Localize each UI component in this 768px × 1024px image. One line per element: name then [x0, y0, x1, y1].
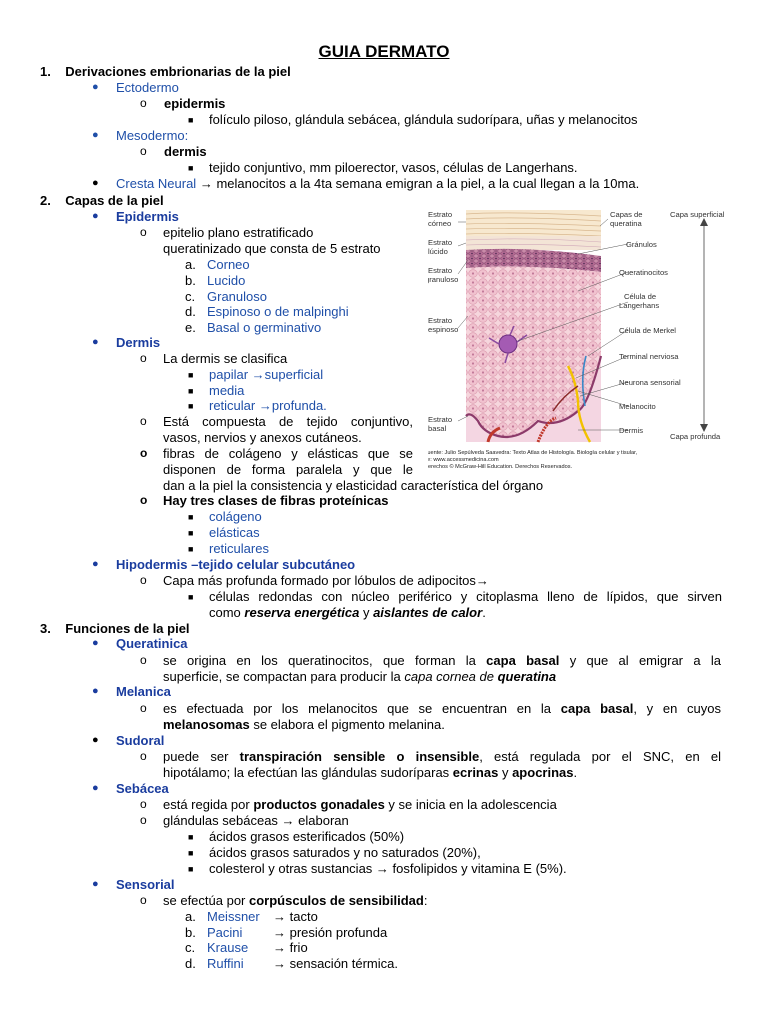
list-letter: c.: [185, 289, 196, 304]
stratum-corneum: [466, 210, 601, 236]
label-estrato-basal: Estrato: [428, 415, 453, 424]
layer-name: Granuloso: [207, 289, 267, 304]
layer-name: Corneo: [207, 257, 250, 272]
bullet-square: ■: [188, 163, 194, 173]
text-span: :: [423, 893, 428, 908]
layer-name: Espinoso o de malpinghi: [207, 304, 349, 319]
layer-name: Lucido: [207, 273, 246, 288]
hipodermis-desc: Capa más profunda formado por lóbulos de adipocitos→: [163, 573, 489, 588]
dermis-clasif: La dermis se clasifica: [163, 351, 288, 366]
bullet-square: ■: [188, 401, 194, 411]
layer-item: [185, 273, 196, 289]
bullet-square: ■: [188, 544, 194, 554]
reticular-arrow-text: →profunda.: [258, 398, 327, 413]
label-estrato-corneo: Estrato: [428, 210, 453, 219]
sudoral-heading: Sudoral: [116, 733, 165, 748]
bullet-circle: o: [140, 797, 147, 811]
layer-name: Basal o germinativo: [207, 320, 322, 335]
list-letter: b.: [185, 273, 196, 288]
productos-gonadales: productos gonadales: [253, 797, 385, 812]
section-number: 3.: [40, 621, 51, 636]
bullet-square: ■: [188, 864, 194, 874]
celulas-line-1: células redondas con núcleo periférico y citoplasma lleno de lípidos, que sirven: [209, 589, 722, 604]
bullet-square: ■: [188, 386, 194, 396]
label-estrato-lucido-2: lúcido: [428, 247, 448, 256]
label-estrato-granuloso-2: granuloso: [428, 275, 459, 284]
fiber-type: reticulares: [209, 541, 269, 556]
skin-layers-figure: [428, 206, 733, 474]
bullet-dot: ●: [92, 81, 99, 93]
sensorial-heading: Sensorial: [116, 877, 175, 892]
bullet-circle: o: [140, 653, 147, 667]
section-2-heading: [40, 193, 164, 209]
queratinica-heading: Queratinica: [116, 636, 188, 651]
label-granulos: Gránulos: [626, 240, 657, 249]
text-span: superficie, se compactan para producir la: [163, 669, 405, 684]
receptor-name: Ruffini: [207, 956, 244, 971]
corpusculos: corpúsculos de sensibilidad: [249, 893, 424, 908]
text-span: está regida por: [163, 797, 254, 812]
bullet-circle: o: [140, 493, 148, 507]
figure-source-1: Fuente: Julio Sepúlveda Saavedra: Texto Atlas de Histología. Biología celular y tisular,: [428, 450, 638, 456]
bullet-circle: o: [140, 749, 147, 763]
melanosomas: melanosomas: [163, 717, 250, 732]
epidermis-heading: Epidermis: [116, 209, 179, 224]
section-1-heading: [40, 64, 291, 80]
bullet-square: ■: [188, 832, 194, 842]
receptor-name: Krause: [207, 940, 249, 955]
bullet-circle: o: [140, 96, 147, 110]
layer-item: [185, 320, 196, 336]
receptor-function: → sensación térmica.: [273, 956, 398, 971]
section-title: Funciones de la piel: [65, 621, 190, 636]
bullet-dot: ●: [92, 878, 99, 890]
layer-item: [185, 257, 196, 273]
section-title: Derivaciones embrionarias de la piel: [65, 64, 291, 79]
bullet-dot: ●: [92, 685, 99, 697]
bullet-circle: o: [140, 446, 148, 460]
hipodermis-heading: Hipodermis –tejido celular subcutáneo: [116, 557, 356, 572]
melanica-line-1: [163, 701, 721, 717]
epidermis-desc-1: epitelio plano estratificado: [163, 225, 314, 240]
label-capas-queratina: Capas de: [610, 210, 643, 219]
papilar-label: papilar: [209, 367, 252, 382]
layer-item: [185, 289, 195, 305]
dermis-label: dermis: [164, 144, 207, 159]
text-span: y se inicia en la adolescencia: [384, 797, 557, 812]
text-span: hipotálamo; la efectúan las glándulas sudoríparas: [163, 765, 453, 780]
label-estrato-lucido: Estrato: [428, 238, 453, 247]
sebum-component: colesterol y otras sustancias → fosfolipidos y vitamina E (5%).: [209, 861, 567, 876]
figure-source-3: Derechos © McGraw-Hill Education. Derechos Reservados.: [428, 464, 573, 470]
text-span: .: [482, 605, 486, 620]
queratina: queratina: [497, 669, 557, 684]
dermis-heading: Dermis: [116, 335, 161, 350]
bullet-circle: o: [140, 893, 147, 907]
dermis-media: media: [209, 383, 245, 398]
sudoral-line-2: [163, 765, 577, 781]
text-span: se origina en los queratinocitos, que forman la: [163, 653, 487, 668]
epidermis-label: epidermis: [164, 96, 226, 111]
bullet-circle: o: [140, 144, 147, 158]
cresta-neural-line: [116, 176, 639, 192]
bullet-circle: o: [140, 573, 147, 587]
text-span: .: [573, 765, 578, 780]
bullet-dot: ●: [92, 336, 99, 348]
fibras-line-1: fibras de colágeno y elásticas que se: [163, 446, 413, 461]
label-neurona-sensorial: Neurona sensorial: [619, 378, 681, 387]
compuesta-line-2: vasos, nervios y anexos cutáneos.: [163, 430, 362, 445]
epidermis-derivatives: folículo piloso, glándula sebácea, glándula sudorípara, uñas y melanocitos: [209, 112, 638, 127]
label-capa-profunda: Capa profunda: [670, 432, 721, 441]
bullet-dot: ●: [92, 558, 99, 570]
capa-cornea: capa cornea de: [404, 669, 498, 684]
sebacea-line-2: glándulas sebáceas → elaboran: [163, 813, 349, 828]
figure-source-2: 2e: www.accessmedicina.com: [428, 457, 499, 463]
compuesta-line-1: Está compuesta de tejido conjuntivo,: [163, 414, 413, 429]
label-estrato-basal-2: basal: [428, 424, 447, 433]
label-estrato-granuloso: Estrato: [428, 266, 453, 275]
text-span: y: [359, 605, 374, 620]
tres-clases: Hay tres clases de fibras proteínicas: [163, 493, 389, 508]
sensorial-line: [163, 893, 427, 909]
ecrinas: ecrinas: [452, 765, 499, 780]
dermis-derivatives: tejido conjuntivo, mm piloerector, vasos, células de Langerhans.: [209, 160, 578, 175]
sebacea-line-1: [163, 797, 557, 813]
ectodermo-label: Ectodermo: [116, 80, 179, 95]
papilar-arrow-text: →superficial: [251, 367, 324, 382]
label-queratinocitos: Queratinocitos: [619, 268, 668, 277]
bullet-dot: ●: [92, 177, 99, 189]
skin-diagram: [428, 206, 733, 474]
list-letter: a.: [185, 257, 196, 272]
bullet-square: ■: [188, 115, 194, 125]
celulas-line-2: [209, 605, 486, 621]
receptor-function: → presión profunda: [273, 925, 388, 940]
bullet-dot: ●: [92, 637, 99, 649]
cresta-neural-label: Cresta Neural: [116, 176, 197, 191]
text-span: , y en cuyos: [633, 701, 721, 716]
list-letter: c.: [185, 940, 196, 955]
transpiracion: transpiración sensible o insensible: [239, 749, 480, 764]
page-title: GUIA DERMATO: [318, 42, 450, 61]
apocrinas: apocrinas: [512, 765, 574, 780]
sebum-component: ácidos grasos saturados y no saturados (20%),: [209, 845, 481, 860]
label-celula-langerhans-2: Langerhans: [619, 301, 660, 310]
list-letter: b.: [185, 925, 196, 940]
bullet-circle: o: [140, 225, 147, 239]
section-number: 1.: [40, 64, 51, 79]
label-estrato-espinoso-2: espinoso: [428, 325, 459, 334]
label-terminal-nerviosa: Terminal nerviosa: [619, 352, 679, 361]
bullet-circle: o: [140, 701, 147, 715]
sudoral-line-1: [163, 749, 721, 765]
label-celula-langerhans: Célula de: [624, 292, 657, 301]
label-dermis: Dermis: [619, 426, 644, 435]
receptor-function: → tacto: [273, 909, 318, 924]
text-span: puede ser: [163, 749, 240, 764]
capa-basal: capa basal: [486, 653, 560, 668]
bullet-square: ■: [188, 528, 194, 538]
list-letter: d.: [185, 304, 196, 319]
melanica-heading: Melanica: [116, 684, 171, 699]
label-capas-queratina-2: queratina: [610, 219, 642, 228]
label-estrato-corneo-2: córneo: [428, 219, 452, 228]
sebum-component: ácidos grasos esterificados (50%): [209, 829, 405, 844]
cresta-neural-text: → melanocitos a la 4ta semana emigran a la piel, a la cual llegan a la 10ma.: [199, 176, 640, 191]
epidermis-desc-2: queratinizado que consta de 5 estrato: [163, 241, 381, 256]
bullet-dot: ●: [92, 782, 99, 794]
label-estrato-espinoso: Estrato: [428, 316, 453, 325]
text-span: y: [498, 765, 513, 780]
text-span: , está regulada por el SNC, en el: [479, 749, 722, 764]
layer-item: [185, 304, 196, 320]
reserva-energetica: reserva energética: [244, 605, 360, 620]
section-3-heading: [40, 621, 190, 637]
list-letter: e.: [185, 320, 196, 335]
bullet-dot: ●: [92, 734, 99, 746]
mesodermo-label: Mesodermo:: [116, 128, 189, 143]
section-number: 2.: [40, 193, 51, 208]
list-letter: d.: [185, 956, 196, 971]
fiber-type: elásticas: [209, 525, 260, 540]
text-span: se elabora el pigmento melanina.: [249, 717, 445, 732]
queratinica-line-1: [163, 653, 721, 669]
bullet-dot: ●: [92, 210, 99, 222]
bullet-square: ■: [188, 848, 194, 858]
text-span: se efectúa por: [163, 893, 249, 908]
melanica-line-2: [163, 717, 445, 733]
bullet-dot: ●: [92, 129, 99, 141]
dermis-reticular: [209, 398, 327, 414]
bullet-square: ■: [188, 370, 194, 380]
bullet-circle: o: [140, 813, 147, 827]
receptor-name: Pacini: [207, 925, 243, 940]
fibras-line-3: dan a la piel la consistencia y elasticidad característica del órgano: [163, 478, 544, 493]
fiber-type: colágeno: [209, 509, 262, 524]
section-title: Capas de la piel: [65, 193, 164, 208]
receptor-name: Meissner: [207, 909, 260, 924]
text-span: y que al emigrar a la: [559, 653, 721, 668]
receptor-function: → frio: [273, 940, 308, 955]
stratum-lucidum: [466, 236, 601, 250]
text-span: es efectuada por los melanocitos que se encuentran en la: [163, 701, 561, 716]
sebacea-heading: Sebácea: [116, 781, 169, 796]
bullet-square: ■: [188, 512, 194, 522]
bullet-square: ■: [188, 592, 194, 602]
langerhans-cell: [499, 335, 517, 353]
capa-basal: capa basal: [560, 701, 634, 716]
dermis-papilar: [209, 367, 323, 383]
text-span: como: [209, 605, 245, 620]
fibras-line-2: disponen de forma paralela y que le: [163, 462, 413, 477]
bullet-circle: o: [140, 414, 147, 428]
list-letter: a.: [185, 909, 196, 924]
aislantes-calor: aislantes de calor: [373, 605, 483, 620]
label-melanocito: Melanocito: [619, 402, 656, 411]
label-celula-merkel: Célula de Merkel: [619, 326, 676, 335]
reticular-label: reticular: [209, 398, 259, 413]
queratinica-line-2: [163, 669, 556, 685]
bullet-circle: o: [140, 351, 147, 365]
label-capa-superficial: Capa superficial: [670, 210, 725, 219]
